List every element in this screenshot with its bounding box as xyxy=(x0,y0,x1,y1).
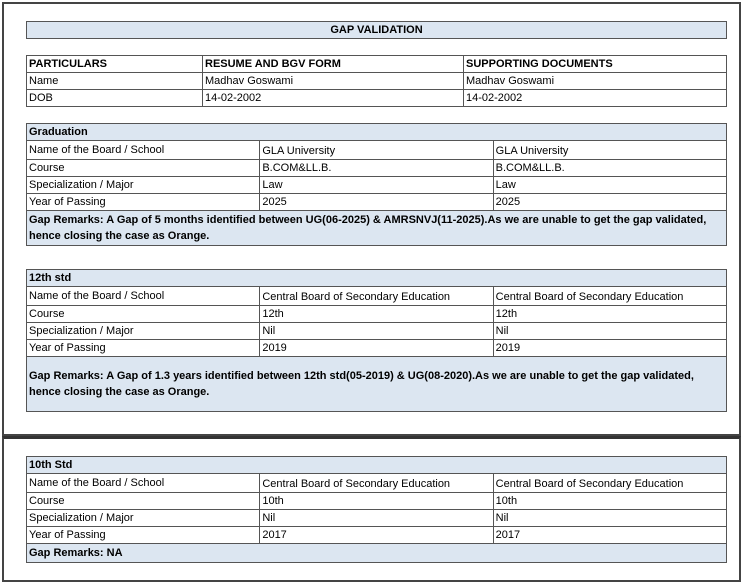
row-label: Specialization / Major xyxy=(27,510,260,527)
upper-panel xyxy=(2,2,741,436)
docs-value: 2025 xyxy=(493,194,726,211)
graduation-heading: Graduation xyxy=(27,124,727,141)
docs-value: Madhav Goswami xyxy=(464,73,727,90)
table-row xyxy=(27,194,727,211)
twelfth-heading: 12th std xyxy=(27,270,727,287)
resume-value: Nil xyxy=(260,323,493,340)
table-row xyxy=(27,160,727,177)
row-label: Name of the Board / School xyxy=(27,287,260,306)
resume-value: 10th xyxy=(260,493,493,510)
table-row xyxy=(27,474,727,493)
tenth-gap-remark: Gap Remarks: NA xyxy=(27,544,727,563)
graduation-gap-remark: Gap Remarks: A Gap of 5 months identified between UG(06-2025) & AMRSNVJ(11-2025).As we are unable to get the gap validated, hence closing the case as Orange. xyxy=(27,211,727,246)
graduation-section xyxy=(26,123,727,246)
table-row xyxy=(27,510,727,527)
resume-value: 14-02-2002 xyxy=(203,90,464,107)
resume-value: 2019 xyxy=(260,340,493,357)
twelfth-gap-remark: Gap Remarks: A Gap of 1.3 years identified between 12th std(05-2019) & UG(08-2020).As we are unable to get the gap validated, hence closing the case as Orange. xyxy=(27,357,727,412)
table-row xyxy=(27,306,727,323)
docs-value: GLA University xyxy=(493,141,726,160)
docs-value: 2019 xyxy=(493,340,726,357)
row-label: Year of Passing xyxy=(27,340,260,357)
resume-value: 2017 xyxy=(260,527,493,544)
docs-value: Central Board of Secondary Education xyxy=(493,287,726,306)
remark-row xyxy=(27,544,727,563)
header-particulars: PARTICULARS xyxy=(27,56,203,73)
resume-value: Law xyxy=(260,177,493,194)
resume-value: Central Board of Secondary Education xyxy=(260,287,493,306)
row-label: Name of the Board / School xyxy=(27,474,260,493)
tenth-heading: 10th Std xyxy=(27,457,727,474)
table-row xyxy=(27,73,727,90)
docs-value: Law xyxy=(493,177,726,194)
resume-value: B.COM&LL.B. xyxy=(260,160,493,177)
remark-row xyxy=(27,357,727,412)
table-row xyxy=(27,493,727,510)
row-label: DOB xyxy=(27,90,203,107)
resume-value: 12th xyxy=(260,306,493,323)
twelfth-section xyxy=(26,269,727,412)
header-documents: SUPPORTING DOCUMENTS xyxy=(464,56,727,73)
docs-value: 12th xyxy=(493,306,726,323)
remark-row xyxy=(27,211,727,246)
row-label: Name of the Board / School xyxy=(27,141,260,160)
row-label: Course xyxy=(27,493,260,510)
tenth-section xyxy=(26,456,727,563)
table-row xyxy=(27,340,727,357)
table-row xyxy=(27,287,727,306)
section-heading-row xyxy=(27,457,727,474)
resume-value: GLA University xyxy=(260,141,493,160)
row-label: Specialization / Major xyxy=(27,177,260,194)
table-row xyxy=(27,323,727,340)
table-row xyxy=(27,141,727,160)
row-label: Name xyxy=(27,73,203,90)
row-label: Year of Passing xyxy=(27,194,260,211)
resume-value: Madhav Goswami xyxy=(203,73,464,90)
row-label: Specialization / Major xyxy=(27,323,260,340)
docs-value: 10th xyxy=(493,493,726,510)
resume-value: Nil xyxy=(260,510,493,527)
row-label: Course xyxy=(27,160,260,177)
docs-value: 14-02-2002 xyxy=(464,90,727,107)
section-heading-row xyxy=(27,124,727,141)
header-resume: RESUME AND BGV FORM xyxy=(203,56,464,73)
lower-panel xyxy=(2,436,741,582)
docs-value: B.COM&LL.B. xyxy=(493,160,726,177)
docs-value: Central Board of Secondary Education xyxy=(493,474,726,493)
row-label: Course xyxy=(27,306,260,323)
resume-value: Central Board of Secondary Education xyxy=(260,474,493,493)
table-row xyxy=(27,177,727,194)
header-row xyxy=(27,56,727,73)
docs-value: 2017 xyxy=(493,527,726,544)
docs-value: Nil xyxy=(493,510,726,527)
section-heading-row xyxy=(27,270,727,287)
docs-value: Nil xyxy=(493,323,726,340)
row-label: Year of Passing xyxy=(27,527,260,544)
table-row xyxy=(27,527,727,544)
page-title: GAP VALIDATION xyxy=(26,21,727,39)
resume-value: 2025 xyxy=(260,194,493,211)
personal-table xyxy=(26,55,727,107)
table-row xyxy=(27,90,727,107)
